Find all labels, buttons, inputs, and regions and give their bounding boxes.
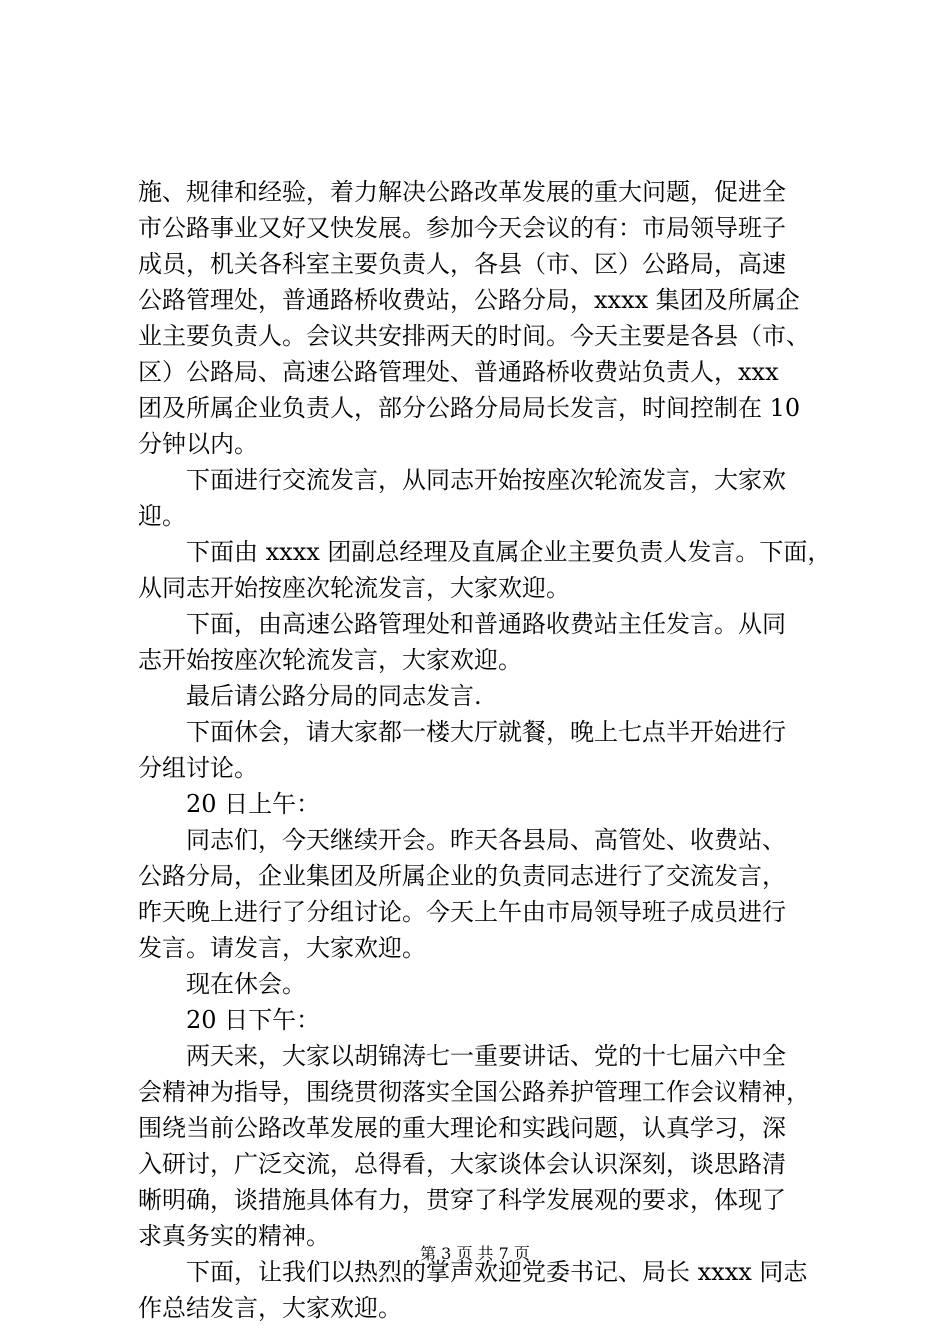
text-line: 团及所属企业负责人，部分公路分局局长发言，时间控制在 10 (138, 394, 801, 422)
text-line: 20 日上午： (138, 790, 321, 818)
text-line: 发言。请发言，大家欢迎。 (138, 934, 426, 962)
text-line: 市公路事业又好又快发展。参加今天会议的有：市局领导班子 (138, 214, 786, 242)
text-line: 同志们，今天继续开会。昨天各县局、高管处、收费站、 (138, 826, 786, 854)
text-line: 围绕当前公路改革发展的重大理论和实践问题，认真学习，深 (138, 1114, 786, 1142)
text-line: 从同志开始按座次轮流发言，大家欢迎。 (138, 574, 570, 602)
text-line: 求真务实的精神。 (138, 1222, 330, 1250)
text-line: 公路分局，企业集团及所属企业的负责同志进行了交流发言， (138, 862, 786, 890)
text-line: 分钟以内。 (138, 430, 258, 458)
text-line: 下面，让我们以热烈的掌声欢迎党委书记、局长 xxxx 同志 (138, 1258, 808, 1286)
text-line: 现在休会。 (138, 970, 306, 998)
text-line: 昨天晚上进行了分组讨论。今天上午由市局领导班子成员进行 (138, 898, 786, 926)
text-line: 下面进行交流发言，从同志开始按座次轮流发言，大家欢 (138, 466, 786, 494)
body-text (138, 174, 838, 1326)
text-line: 下面由 xxxx 团副总经理及直属企业主要负责人发言。下面， (138, 538, 832, 566)
text-line: 施、规律和经验，着力解决公路改革发展的重大问题，促进全 (138, 178, 786, 206)
text-line: 作总结发言，大家欢迎。 (138, 1294, 402, 1322)
page-number: 第 3 页 共 7 页 (420, 1244, 530, 1263)
text-line: 成员，机关各科室主要负责人，各县（市、区）公路局，高速 (138, 250, 786, 278)
text-line: 两天来，大家以胡锦涛七一重要讲话、党的十七届六中全 (138, 1042, 786, 1070)
text-line: 20 日下午： (138, 1006, 321, 1034)
text-line: 迎。 (138, 502, 186, 530)
text-line: 下面，由高速公路管理处和普通路收费站主任发言。从同 (138, 610, 786, 638)
text-line: 区）公路局、高速公路管理处、普通路桥收费站负责人，xxx (138, 358, 779, 386)
text-line: 最后请公路分局的同志发言. (138, 682, 482, 710)
text-line: 晰明确，谈措施具体有力，贯穿了科学发展观的要求，体现了 (138, 1186, 786, 1214)
text-line: 入研讨，广泛交流，总得看，大家谈体会认识深刻，谈思路清 (138, 1150, 786, 1178)
page-footer (0, 1243, 950, 1265)
text-line: 分组讨论。 (138, 754, 258, 782)
text-line: 会精神为指导，围绕贯彻落实全国公路养护管理工作会议精神， (138, 1078, 810, 1106)
text-line: 志开始按座次轮流发言，大家欢迎。 (138, 646, 522, 674)
text-line: 下面休会，请大家都一楼大厅就餐，晚上七点半开始进行 (138, 718, 786, 746)
text-line: 公路管理处，普通路桥收费站，公路分局，xxxx 集团及所属企 (138, 286, 800, 314)
text-line: 业主要负责人。会议共安排两天的时间。今天主要是各县（市、 (138, 322, 810, 350)
